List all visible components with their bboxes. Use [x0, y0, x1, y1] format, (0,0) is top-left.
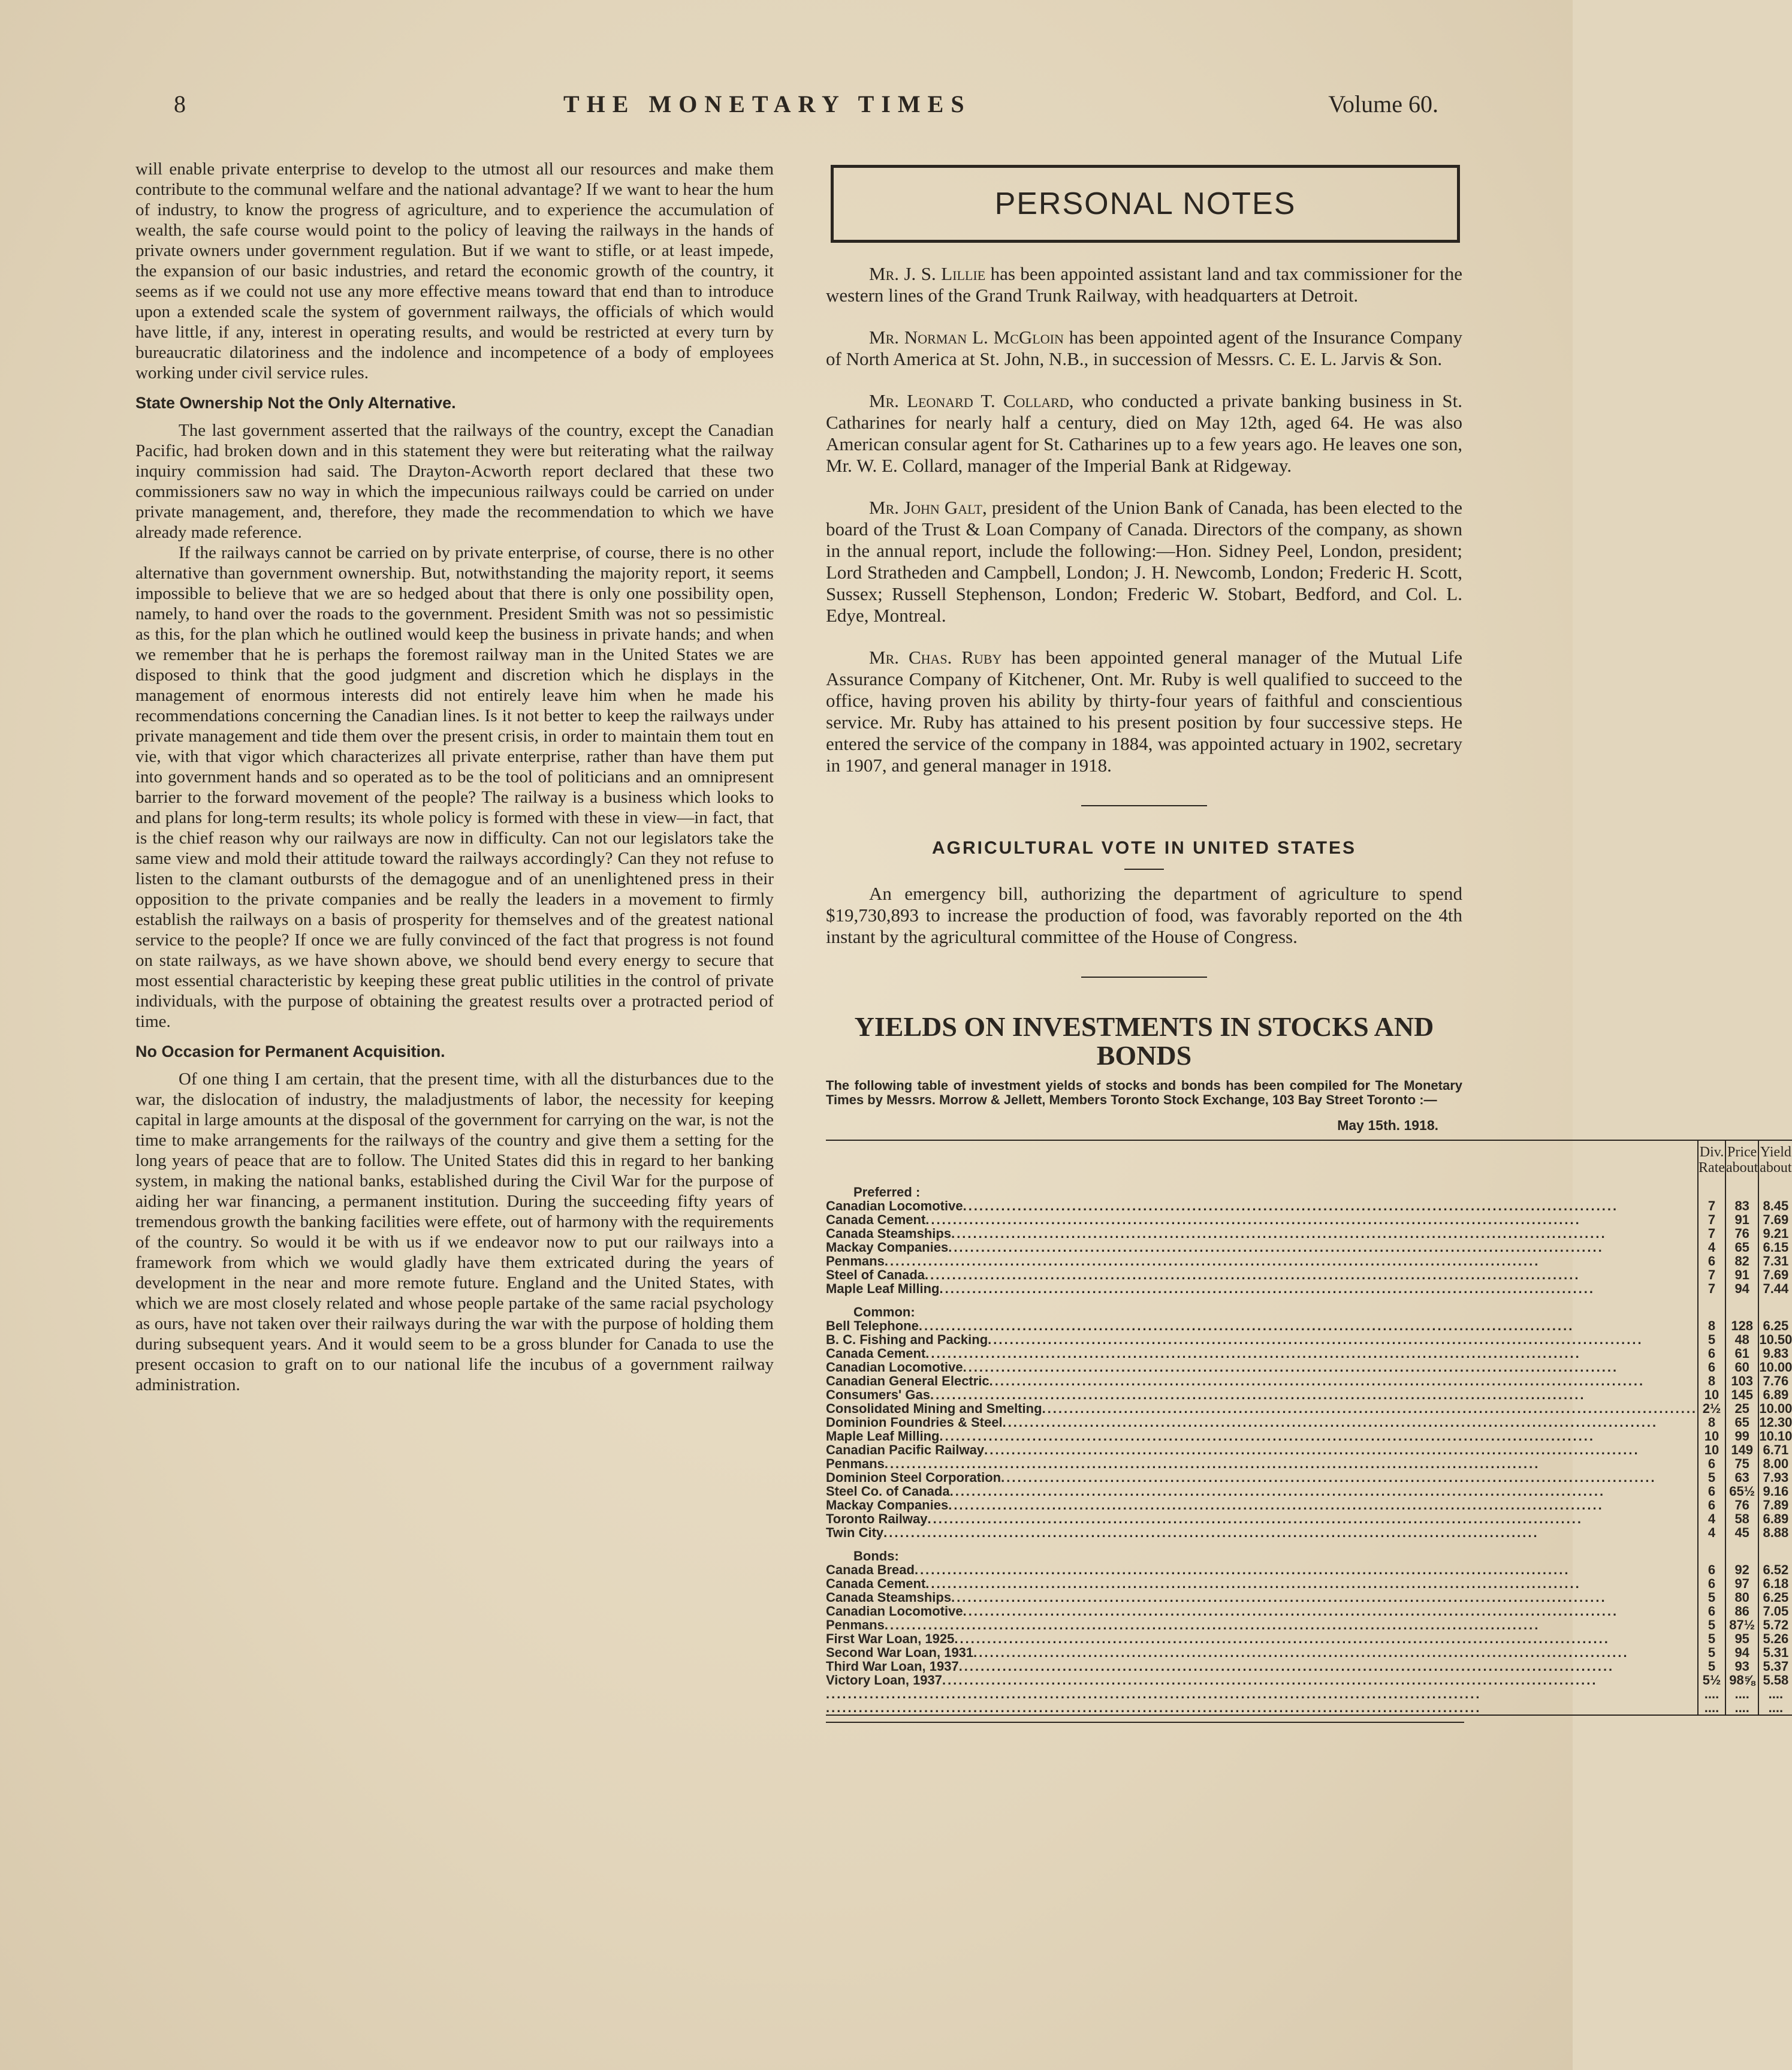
dividend-rate: 7 [1698, 1268, 1725, 1282]
security-name: Penmans [826, 1254, 885, 1268]
dividend-rate: 6 [1698, 1254, 1725, 1268]
price-value: 97 [1725, 1577, 1758, 1590]
yields-intro: The following table of investment yields of stocks and bonds has been compiled for The Monetary Times by Messrs. Morrow & Jellett, Members Toronto Stock Exchange, 103 Bay Street Toronto :— [826, 1078, 1462, 1107]
yield-value: 8.88 [1758, 1526, 1792, 1539]
dividend-rate: 10 [1698, 1388, 1725, 1402]
table-row [826, 1701, 1792, 1715]
security-name: Consolidated Mining and Smelting [826, 1401, 1042, 1416]
yield-value: 9.21 [1758, 1227, 1792, 1240]
article-paragraph: The last government asserted that the railways of the country, except the Canadian Pacific, had broken down and in this statement they were but reiterating what the railway inquiry commission had said. The Drayton-Acworth report declared that these two commissioners saw no way in which the impecunious railways could be carried on under private management, and, therefore, they made the recommendation to which we have already made reference. [135, 421, 774, 542]
security-name: Maple Leaf Milling [826, 1281, 940, 1296]
price-value: 128 [1725, 1319, 1758, 1333]
dividend-rate: 5 [1698, 1333, 1725, 1346]
security-name: Canada Steamships [826, 1590, 952, 1605]
price-value: 94 [1725, 1646, 1758, 1659]
personal-notes-title: PERSONAL NOTES [994, 186, 1296, 221]
price-value: 87½ [1725, 1618, 1758, 1632]
security-name: Victory Loan, 1937 [826, 1673, 943, 1688]
yield-value: 10.50 [1759, 1332, 1792, 1347]
table-row [826, 1618, 1792, 1632]
yield-value: 7.93 [1758, 1471, 1792, 1484]
yield-value: 10.10 [1759, 1429, 1792, 1444]
price-value: 103 [1725, 1374, 1758, 1388]
price-value: 45 [1725, 1526, 1758, 1539]
leader-dots: ........................................................................................................................ [973, 1645, 1629, 1660]
note-text: , president of the Union Bank of Canada, has been elected to the board of the Trust & Loan Company of Canada. Directors of the company, as shown in the annual report, include the following:—Hon. Sidney Peel, London, president; Lord Stratheden and Campbell, London; J. H. Newcomb, London; Frederic H. Scott, Sussex; Russell Stephenson, London; Frederic W. Stobart, Bedford, and Col. L. Edye, Montreal. [826, 497, 1462, 626]
yield-value: 7.69 [1758, 1213, 1792, 1227]
leader-dots: ........................................................................................................................ [826, 1700, 1482, 1715]
dividend-rate: 4 [1698, 1526, 1725, 1539]
dividend-rate: 8 [1698, 1415, 1725, 1429]
right-column [826, 159, 1792, 1723]
price-value: .... [1725, 1687, 1758, 1701]
leader-dots: ........................................................................................................................ [826, 1686, 1482, 1701]
yield-value: 5.37 [1758, 1659, 1792, 1673]
security-name: Steel of Canada [826, 1267, 925, 1282]
note-text: has been appointed general manager of the Mutual Life Assurance Company of Kitchener, Ont. Mr. Ruby is well qualified to succeed to the office, having proven his ability by thirty-four years of faithful and conscientious service. Mr. Ruby has attained to his present position by four successive steps. He entered the service of the company in 1884, was appointed actuary in 1902, secretary in 1907, and general manager in 1918. [826, 647, 1463, 776]
yield-value: 7.31 [1758, 1254, 1792, 1268]
dividend-rate: 4 [1698, 1240, 1725, 1254]
table-row [826, 1388, 1792, 1402]
table-row [826, 1415, 1792, 1429]
table-section-label-row [826, 1539, 1792, 1563]
yield-value: 6.25 [1758, 1590, 1792, 1604]
note-person-name: Mr. John Galt [869, 497, 982, 518]
security-name: Canada Cement [826, 1346, 926, 1361]
article-paragraph: If the railways cannot be carried on by private enterprise, of course, there is no other alternative than government ownership. But, notwithstanding the majority report, it seems impossible to believe that we are so hedged about that there is only one possibility open, namely, to hand over the roads to the government. President Smith was not so pessimistic as this, for the plan which he outlined would keep the business in private hands; and when we remember that he is perhaps the foremost railway man in the United States we are disposed to think that the good judgment and discretion which he displays in the management of enormous interests did not entirely leave him when he made his recommendations concerning the Canadian lines. Is it not better to keep the railways under private management and tide them over the present crisis, in order to maintain them tout en vie, with that vigor which characterizes all private enterprise, rather than have them put into government hands and so operated as to be the tool of politicians and an omnipresent barrier to the forward movement of the people? The railway is a business which looks to and plans for long-term results; its whole policy is formed with these in view—in fact, that is the chief reason why our railways are now in difficulty. Can not our legislators take the same view and mold their attitude toward the railways accordingly? Can they not refuse to listen to the clamant outbursts of the demagogue and of an unenlightened press in their opposition to the private companies and be really the leaders in a movement to firmly establish the railways on a basis of prosperity for themselves and of the greatest national service to the people? If once we are fully convinced of the fact that progress is not found on state railways, as we have shown above, we should bend every energy to secure that most essential characteristic by keeping these great public utilities in the control of private individuals, with the purpose of obtaining the greatest results over a protracted period of time. [135, 543, 774, 1031]
dividend-rate: 6 [1698, 1604, 1725, 1618]
table-row [826, 1374, 1792, 1388]
security-name: Canada Steamships [826, 1226, 952, 1241]
table-row [826, 1526, 1792, 1539]
col-header-price: Price about [1725, 1140, 1758, 1176]
page-header [174, 90, 1438, 126]
dividend-rate: 7 [1698, 1199, 1725, 1213]
note-person-name: Mr. Leonard T. Collard [869, 390, 1069, 411]
leader-dots: ........................................................................................................................ [963, 1198, 1619, 1213]
yield-value: 7.69 [1758, 1268, 1792, 1282]
leader-dots: ........................................................................................................................ [1042, 1401, 1698, 1416]
table-row [826, 1632, 1792, 1646]
table-row [826, 1563, 1792, 1577]
security-name: Mackay Companies [826, 1497, 949, 1512]
security-name: Canadian Locomotive [826, 1198, 963, 1213]
leader-dots: ........................................................................................................................ [951, 1226, 1607, 1241]
leader-dots: ........................................................................................................................ [939, 1429, 1595, 1444]
dividend-rate: 7 [1698, 1227, 1725, 1240]
leader-dots: ........................................................................................................................ [884, 1456, 1540, 1471]
table-row [826, 1443, 1792, 1457]
price-value: 48 [1725, 1333, 1758, 1346]
price-value: 65 [1725, 1415, 1758, 1429]
note-person-name: Mr. Norman L. McGloin [869, 327, 1064, 348]
section-heading: No Occasion for Permanent Acquisition. [135, 1042, 445, 1060]
leader-dots: ........................................................................................................................ [948, 1497, 1604, 1512]
dividend-rate: 6 [1698, 1498, 1725, 1512]
price-value: 99 [1725, 1429, 1758, 1443]
dividend-rate: 5 [1698, 1471, 1725, 1484]
price-value: 91 [1725, 1268, 1758, 1282]
price-value: 83 [1725, 1199, 1758, 1213]
publication-title: THE MONETARY TIMES [563, 91, 972, 117]
yield-value: 10.00 [1759, 1401, 1792, 1416]
price-value: 75 [1725, 1457, 1758, 1471]
dividend-rate: 10 [1698, 1443, 1725, 1457]
table-row [826, 1333, 1792, 1346]
note-text: has been appointed agent of the Insurance Company of North America at St. John, N.B., in succession of Messrs. C. E. L. Jarvis & Son. [826, 327, 1463, 369]
table-row [826, 1659, 1792, 1673]
leader-dots: ........................................................................................................................ [939, 1281, 1595, 1296]
dividend-rate: 6 [1698, 1457, 1725, 1471]
yield-value: .... [1758, 1701, 1792, 1715]
page-number: 8 [174, 91, 186, 117]
section-label: Bonds: [853, 1548, 899, 1563]
leader-dots: ........................................................................................................................ [925, 1576, 1581, 1591]
price-value: 98⅝ [1725, 1673, 1758, 1687]
dividend-rate: 5 [1698, 1646, 1725, 1659]
security-name: Canadian Locomotive [826, 1360, 963, 1375]
dividend-rate: 7 [1698, 1282, 1725, 1295]
leader-dots: ........................................................................................................................ [963, 1604, 1619, 1619]
col-header-yield: Yield about [1758, 1140, 1792, 1176]
price-value: 61 [1725, 1346, 1758, 1360]
security-name: Steel Co. of Canada [826, 1484, 950, 1499]
yield-value: 5.58 [1758, 1673, 1792, 1687]
yield-value: 6.18 [1758, 1577, 1792, 1590]
table-row [826, 1240, 1792, 1254]
leader-dots: ........................................................................................................................ [954, 1631, 1610, 1646]
security-name: Second War Loan, 1931 [826, 1645, 974, 1660]
security-name: Canada Cement [826, 1212, 926, 1227]
leader-dots: ........................................................................................................................ [988, 1332, 1643, 1347]
price-value: 145 [1725, 1388, 1758, 1402]
dividend-rate: 6 [1698, 1484, 1725, 1498]
dividend-rate: 4 [1698, 1512, 1725, 1526]
leader-dots: ........................................................................................................................ [884, 1254, 1540, 1268]
table-row [826, 1498, 1792, 1512]
yield-value: 5.26 [1758, 1632, 1792, 1646]
price-value: .... [1725, 1701, 1758, 1715]
article-paragraph: will enable private enterprise to develop to the utmost all our resources and make them contribute to the communal welfare and the national advantage? If we want to hear the hum of industry, to know the progress of agriculture, and to experience the accumulation of wealth, the safe course would point to the policy of leaving the railways in the hands of private owners under government regulation. But if we want to stifle, or at least impede, the expansion of our basic industries, and retard the economic growth of the country, it seems as if we could not use any more effective means toward that end than to introduce upon a extended scale the system of government railways, the officials of which would have little, if any, interest in operating results, and would be restricted at every turn by bureaucratic dilatoriness and the indolence and incompetence of a body of employees working under civil service rules. [135, 159, 774, 382]
price-value: 76 [1725, 1498, 1758, 1512]
table-section-label-row [826, 1295, 1792, 1319]
dividend-rate: 6 [1698, 1360, 1725, 1374]
yield-value: 7.05 [1758, 1604, 1792, 1618]
dividend-rate: 5 [1698, 1618, 1725, 1632]
table-row [826, 1457, 1792, 1471]
yield-value: 6.71 [1758, 1443, 1792, 1457]
table-row [826, 1590, 1792, 1604]
table-row [826, 1319, 1792, 1333]
security-name: B. C. Fishing and Packing [826, 1332, 988, 1347]
personal-note [826, 497, 1462, 626]
article-paragraph: Of one thing I am certain, that the present time, with all the disturbances due to the war, the dislocation of industry, the maladjustments of labor, the necessity for keeping capital in large amounts at the disposal of the government for carrying on the war, is not the time to make arrangements for the railways of the country and give them a setting for the long years of peace that are to follow. The United States did this in regard to her banking system, in making the national banks, established during the Civil War for the purpose of aiding her war financing, a permanent institution. During the succeeding fifty years of tremendous growth the banking facilities were effete, out of harmony with the requirements of the country. So would it be with us if we endeavor now to put our railways into a framework from which we would gladly have them extricated during the years of development in the near and more remote future. England and the United States, with which we are most closely related and whose people partake of the same racial psychology as ours, have not taken over their railways during the war with the purpose of holding them during subsequent years. And it would seem to be a gross blunder for Canada to use the present occasion to graft on to our national life the incubus of a government railway administration. [135, 1069, 774, 1394]
table-row [826, 1577, 1792, 1590]
yields-date: May 15th. 1918. [1337, 1117, 1438, 1133]
price-value: 94 [1725, 1282, 1758, 1295]
yields-table [826, 1140, 1792, 1716]
leader-dots: ........................................................................................................................ [918, 1318, 1574, 1333]
table-row [826, 1346, 1792, 1360]
leader-dots: ........................................................................................................................ [1002, 1415, 1658, 1430]
dividend-rate: 8 [1698, 1374, 1725, 1388]
heading-underline [1124, 869, 1164, 870]
security-name: Maple Leaf Milling [826, 1429, 940, 1444]
dividend-rate: 6 [1698, 1563, 1725, 1577]
yield-value: 6.89 [1758, 1388, 1792, 1402]
table-row [826, 1604, 1792, 1618]
yield-value: 9.16 [1758, 1484, 1792, 1498]
note-person-name: Mr. Chas. Ruby [869, 647, 1002, 668]
section-heading: State Ownership Not the Only Alternative. [135, 394, 456, 412]
yield-value: 7.44 [1758, 1282, 1792, 1295]
price-value: 95 [1725, 1632, 1758, 1646]
note-text: has been appointed assistant land and tax commissioner for the western lines of the Grand Trunk Railway, with headquarters at Detroit. [826, 263, 1463, 306]
price-value: 60 [1725, 1360, 1758, 1374]
leader-dots: ........................................................................................................................ [984, 1442, 1640, 1457]
table-row [826, 1402, 1792, 1415]
table-row [826, 1484, 1792, 1498]
personal-notes-title-box [831, 165, 1460, 243]
yield-value: 5.31 [1758, 1646, 1792, 1659]
security-name: Third War Loan, 1937 [826, 1659, 959, 1674]
personal-note [826, 647, 1462, 776]
personal-notes-list [826, 263, 1462, 776]
yield-value: 7.76 [1758, 1374, 1792, 1388]
price-value: 58 [1725, 1512, 1758, 1526]
leader-dots: ........................................................................................................................ [884, 1617, 1540, 1632]
leader-dots: ........................................................................................................................ [930, 1387, 1586, 1402]
table-row [826, 1213, 1792, 1227]
table-row [826, 1471, 1792, 1484]
security-name: Penmans [826, 1617, 885, 1632]
yield-value: .... [1758, 1687, 1792, 1701]
security-name: Bell Telephone [826, 1318, 919, 1333]
personal-note [826, 263, 1462, 306]
leader-dots: ........................................................................................................................ [989, 1373, 1645, 1388]
security-name: First War Loan, 1925 [826, 1631, 955, 1646]
section-label: Common: [853, 1304, 915, 1319]
security-name: Canadian Pacific Railway [826, 1442, 985, 1457]
yield-value: 6.52 [1758, 1563, 1792, 1577]
security-name: Toronto Railway [826, 1511, 928, 1526]
price-value: 149 [1725, 1443, 1758, 1457]
price-value: 93 [1725, 1659, 1758, 1673]
price-value: 91 [1725, 1213, 1758, 1227]
yield-value: 6.15 [1758, 1240, 1792, 1254]
dividend-rate: 2½ [1698, 1402, 1725, 1415]
section-label: Preferred : [853, 1185, 921, 1200]
yield-value: 8.45 [1758, 1199, 1792, 1213]
agricultural-vote-heading: AGRICULTURAL VOTE IN UNITED STATES [931, 838, 1357, 858]
table-row [826, 1254, 1792, 1268]
leader-dots: ........................................................................................................................ [948, 1240, 1604, 1255]
leader-dots: ........................................................................................................................ [927, 1511, 1583, 1526]
price-value: 25 [1725, 1402, 1758, 1415]
dividend-rate: 10 [1698, 1429, 1725, 1443]
note-person-name: Mr. J. S. Lillie [869, 263, 986, 284]
leader-dots: ........................................................................................................................ [942, 1673, 1598, 1688]
leader-dots: ........................................................................................................................ [951, 1590, 1607, 1605]
price-value: 65 [1725, 1240, 1758, 1254]
security-name: Dominion Foundries & Steel [826, 1415, 1003, 1430]
yield-value: 5.72 [1758, 1618, 1792, 1632]
personal-note [826, 327, 1462, 370]
left-column-article [135, 159, 774, 1395]
dividend-rate: 6 [1698, 1577, 1725, 1590]
section-divider [1081, 977, 1207, 978]
leader-dots: ........................................................................................................................ [914, 1562, 1570, 1577]
agricultural-vote-body: An emergency bill, authorizing the department of agriculture to spend $19,730,893 to increase the production of food, was favorably reported on the 4th instant by the agricultural committee of the House of Congress. [826, 883, 1462, 947]
table-row [826, 1673, 1792, 1687]
leader-dots: ........................................................................................................................ [958, 1659, 1615, 1674]
price-value: 92 [1725, 1563, 1758, 1577]
yield-value: 6.25 [1758, 1319, 1792, 1333]
yield-value: 7.89 [1758, 1498, 1792, 1512]
volume-label: Volume 60. [1328, 91, 1438, 117]
dividend-rate: .... [1698, 1687, 1725, 1701]
leader-dots: ........................................................................................................................ [963, 1360, 1619, 1375]
security-name: Canada Bread [826, 1562, 915, 1577]
table-row [826, 1687, 1792, 1701]
table-row [826, 1282, 1792, 1295]
leader-dots: ........................................................................................................................ [925, 1212, 1581, 1227]
dividend-rate: 5 [1698, 1590, 1725, 1604]
price-value: 80 [1725, 1590, 1758, 1604]
leader-dots: ........................................................................................................................ [883, 1525, 1539, 1540]
yields-title: YIELDS ON INVESTMENTS IN STOCKS AND BONDS [854, 1011, 1434, 1071]
yield-value: 10.00 [1759, 1360, 1792, 1375]
yield-value: 6.89 [1758, 1512, 1792, 1526]
col-header-div-rate: Div. Rate [1698, 1140, 1725, 1176]
security-name: Canada Cement [826, 1576, 926, 1591]
security-name: Consumers' Gas [826, 1387, 930, 1402]
dividend-rate: 7 [1698, 1213, 1725, 1227]
table-row [826, 1268, 1792, 1282]
yield-value: 8.00 [1758, 1457, 1792, 1471]
table-bottom-rule [826, 1722, 1464, 1723]
section-divider [1081, 805, 1207, 806]
table-row [826, 1429, 1792, 1443]
dividend-rate: 5 [1698, 1659, 1725, 1673]
security-name: Canadian Locomotive [826, 1604, 963, 1619]
table-row [826, 1646, 1792, 1659]
price-value: 63 [1725, 1471, 1758, 1484]
table-row [826, 1360, 1792, 1374]
yield-value: 12.30 [1759, 1415, 1792, 1430]
security-name: Penmans [826, 1456, 885, 1471]
leader-dots: ........................................................................................................................ [1001, 1470, 1657, 1485]
security-name: Twin City [826, 1525, 884, 1540]
security-name: Dominion Steel Corporation [826, 1470, 1001, 1485]
table-section-label-row [826, 1176, 1792, 1199]
dividend-rate: 5½ [1698, 1673, 1725, 1687]
yield-value: 9.83 [1758, 1346, 1792, 1360]
table-row [826, 1199, 1792, 1213]
personal-note [826, 390, 1462, 477]
leader-dots: ........................................................................................................................ [949, 1484, 1606, 1499]
dividend-rate: .... [1698, 1701, 1725, 1715]
table-row [826, 1512, 1792, 1526]
price-value: 86 [1725, 1604, 1758, 1618]
leader-dots: ........................................................................................................................ [925, 1267, 1580, 1282]
dividend-rate: 5 [1698, 1632, 1725, 1646]
note-text: , who conducted a private banking business in St. Catharines for nearly half a century, died on May 12th, aged 64. He was also American consular agent for St. Catharines up to a few years ago. He leaves one son, Mr. W. E. Collard, manager of the Imperial Bank at Ridgeway. [826, 390, 1462, 476]
table-header-row [826, 1140, 1792, 1176]
security-name: Mackay Companies [826, 1240, 949, 1255]
security-name: Canadian General Electric [826, 1373, 989, 1388]
price-value: 65½ [1725, 1484, 1758, 1498]
price-value: 76 [1725, 1227, 1758, 1240]
table-row [826, 1227, 1792, 1240]
price-value: 82 [1725, 1254, 1758, 1268]
leader-dots: ........................................................................................................................ [925, 1346, 1581, 1361]
dividend-rate: 6 [1698, 1346, 1725, 1360]
dividend-rate: 8 [1698, 1319, 1725, 1333]
